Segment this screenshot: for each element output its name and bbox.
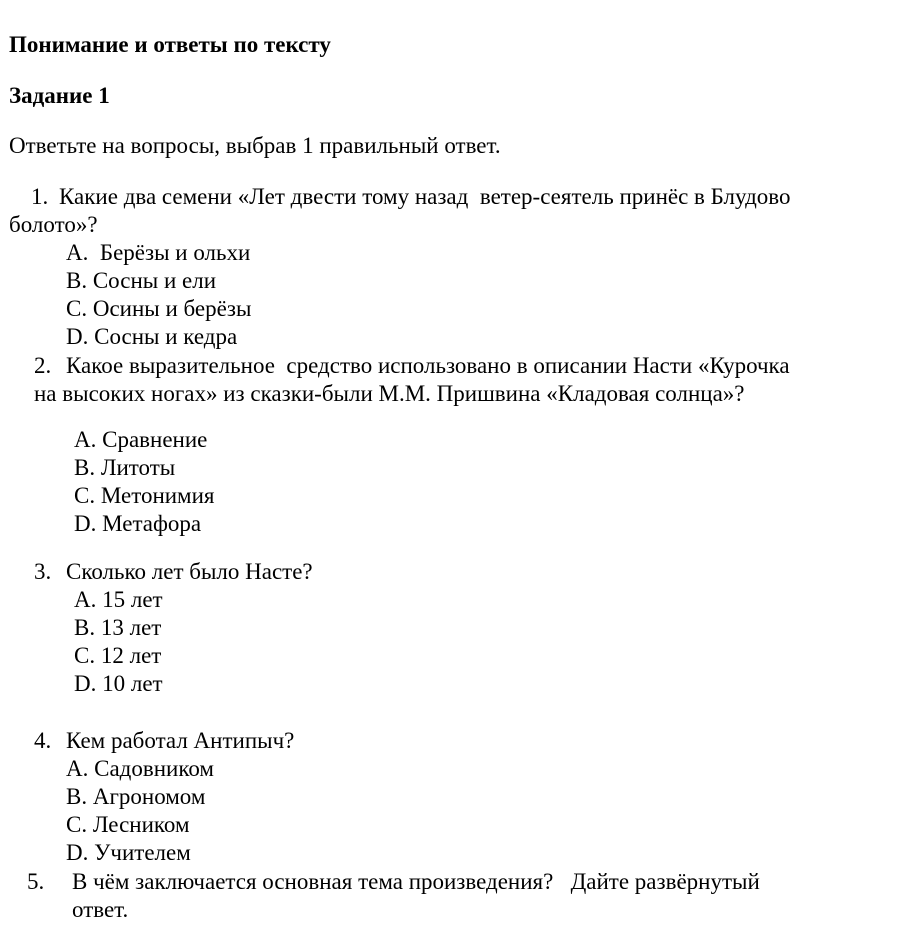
answer-option[interactable]: A. Сравнение	[74, 427, 208, 452]
question-text: на высоких ногах» из сказки-были М.М. Пришвина «Кладовая солнца»?	[34, 381, 745, 406]
question-text: болото»?	[9, 212, 98, 237]
question-number: 2.	[34, 353, 52, 378]
instruction: Ответьте на вопросы, выбрав 1 правильный ответ.	[9, 133, 501, 158]
answer-option[interactable]: A. 15 лет	[74, 587, 163, 612]
answer-option[interactable]: D. Метафора	[74, 511, 202, 536]
question-text: Кем работал Антипыч?	[66, 728, 295, 753]
question-text: В чём заключается основная тема произведения? Дайте развёрнутый	[72, 869, 760, 894]
answer-option[interactable]: B. Сосны и ели	[66, 268, 217, 293]
answer-option[interactable]: C. Лесником	[66, 812, 190, 837]
answer-option[interactable]: C. Осины и берёзы	[66, 296, 252, 321]
question-number: 5.	[27, 869, 45, 894]
answer-option[interactable]: D. 10 лет	[74, 671, 163, 696]
answer-option[interactable]: A. Берёзы и ольхи	[66, 240, 251, 265]
task-title: Задание 1	[9, 83, 110, 108]
question-number: 4.	[34, 728, 52, 753]
answer-option[interactable]: C. Метонимия	[74, 483, 215, 508]
answer-option[interactable]: D. Учителем	[66, 840, 191, 865]
answer-option[interactable]: B. 13 лет	[74, 615, 162, 640]
page-heading: Понимание и ответы по тексту	[9, 32, 331, 57]
question-text: Какое выразительное средство использовано в описании Насти «Курочка	[66, 353, 790, 378]
answer-option[interactable]: B. Литоты	[74, 455, 176, 480]
question-text: Какие два семени «Лет двести тому назад ветер-сеятель принёс в Блудово	[59, 184, 791, 209]
answer-option[interactable]: B. Агрономом	[66, 784, 206, 809]
question-number: 1.	[31, 184, 49, 209]
question-text: ответ.	[72, 897, 129, 922]
answer-option[interactable]: C. 12 лет	[74, 643, 162, 668]
answer-option[interactable]: A. Садовником	[66, 756, 214, 781]
question-text: Сколько лет было Насте?	[66, 559, 313, 584]
question-number: 3.	[34, 559, 52, 584]
answer-option[interactable]: D. Сосны и кедра	[66, 324, 238, 349]
